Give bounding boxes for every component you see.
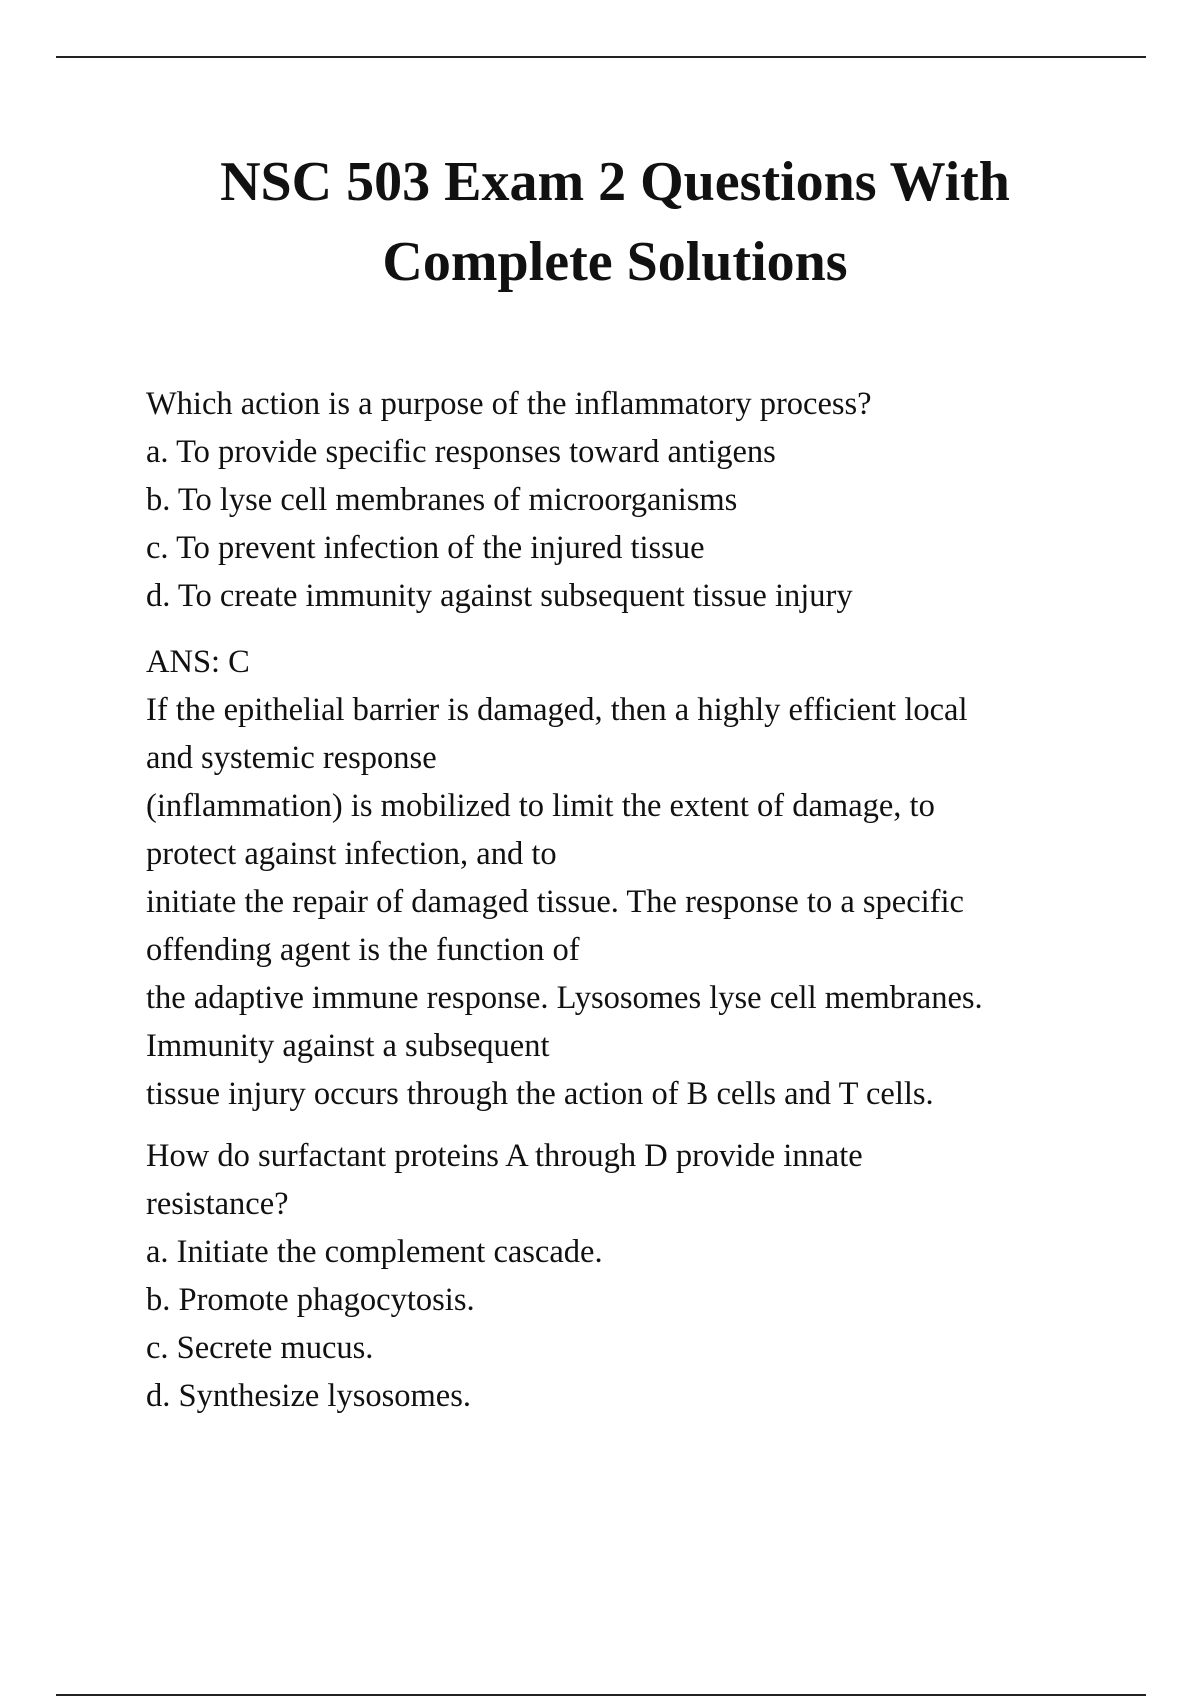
rationale-line: offending agent is the function of <box>146 932 580 968</box>
question-1-option-a: a. To provide specific responses toward antigens <box>146 434 776 470</box>
rationale-line: initiate the repair of damaged tissue. The response to a specific <box>146 884 964 920</box>
question-1-prompt: Which action is a purpose of the inflammatory process? <box>146 386 872 422</box>
question-1 <box>146 380 1106 620</box>
question-2-prompt-line: How do surfactant proteins A through D provide innate <box>146 1138 863 1174</box>
question-1-answer: ANS: C <box>146 644 250 680</box>
rationale-line: the adaptive immune response. Lysosomes lyse cell membranes. <box>146 980 983 1016</box>
spacer <box>146 1118 1106 1132</box>
question-2-prompt-line: resistance? <box>146 1186 289 1222</box>
bottom-divider <box>56 1694 1146 1696</box>
question-1-option-c: c. To prevent infection of the injured tissue <box>146 530 705 566</box>
question-1-option-d: d. To create immunity against subsequent tissue injury <box>146 578 853 614</box>
rationale-line: Immunity against a subsequent <box>146 1028 550 1064</box>
document-body <box>146 380 1106 1420</box>
question-1-answer-block <box>146 638 1106 1118</box>
question-2 <box>146 1132 1106 1420</box>
rationale-line: and systemic response <box>146 740 437 776</box>
title-line-1: NSC 503 Exam 2 Questions With <box>220 151 1010 213</box>
question-2-option-c: c. Secrete mucus. <box>146 1330 374 1366</box>
page-title <box>140 142 1090 302</box>
title-line-2: Complete Solutions <box>382 231 848 293</box>
question-2-option-a: a. Initiate the complement cascade. <box>146 1234 603 1270</box>
question-2-option-d: d. Synthesize lysosomes. <box>146 1378 471 1414</box>
question-1-option-b: b. To lyse cell membranes of microorganisms <box>146 482 738 518</box>
rationale-line: If the epithelial barrier is damaged, then a highly efficient local <box>146 692 968 728</box>
top-divider <box>56 56 1146 58</box>
spacer <box>146 620 1106 638</box>
rationale-line: (inflammation) is mobilized to limit the extent of damage, to <box>146 788 935 824</box>
rationale-line: tissue injury occurs through the action of B cells and T cells. <box>146 1076 934 1112</box>
question-2-option-b: b. Promote phagocytosis. <box>146 1282 475 1318</box>
rationale-line: protect against infection, and to <box>146 836 557 872</box>
